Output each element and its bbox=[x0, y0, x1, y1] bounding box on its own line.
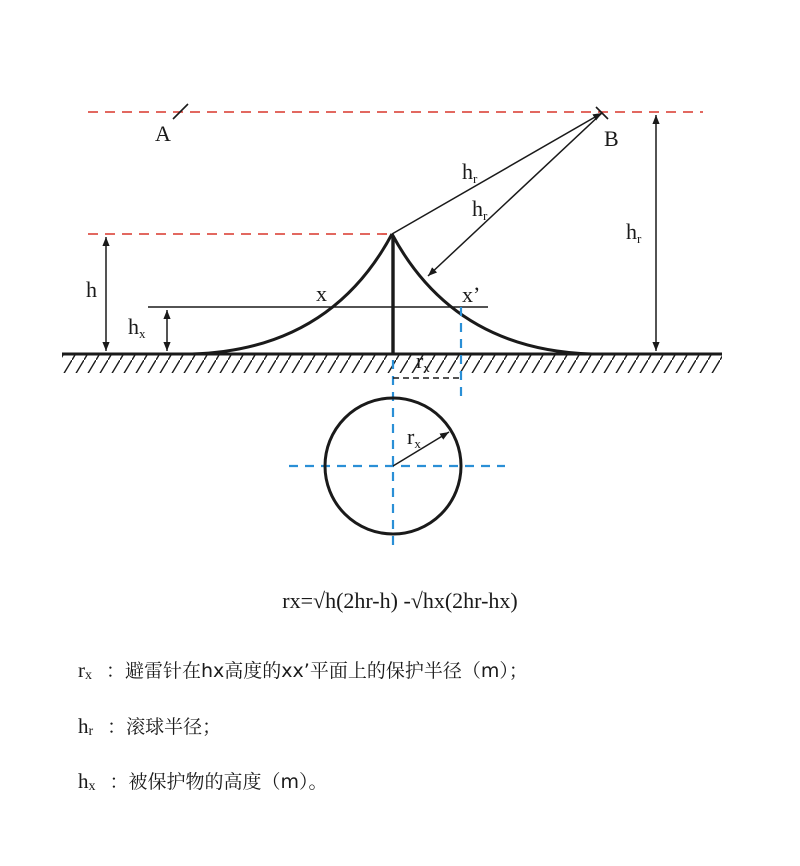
label-hr-diagonal-2: $h_r$ bbox=[472, 196, 488, 223]
legend-item-hx bbox=[78, 767, 328, 795]
right-protection-curve bbox=[392, 234, 592, 354]
hr-line-b-to-curve bbox=[428, 113, 602, 276]
label-hr-diagonal-1: $h_r$ bbox=[462, 159, 478, 186]
legend-text: ：被保护物的高度（m）。 bbox=[109, 771, 328, 793]
legend-symbol: $r_x$ bbox=[78, 658, 92, 683]
legend-text: ：滚球半径； bbox=[107, 716, 222, 738]
formula-text: rx=√h(2hr-h) -√hx(2hr-hx) bbox=[282, 588, 518, 613]
left-protection-curve bbox=[192, 234, 392, 354]
protection-radius-formula bbox=[0, 588, 800, 614]
label-rx-circle: $r_x$ bbox=[407, 424, 421, 451]
legend-symbol: $h_x$ bbox=[78, 769, 96, 794]
label-rx-ground: $r_x$ bbox=[416, 348, 430, 375]
legend-symbol: $h_r$ bbox=[78, 714, 94, 739]
label-x: x bbox=[316, 281, 327, 306]
legend-text: ：避雷针在hx高度的xx’平面上的保护半径（m）； bbox=[106, 660, 528, 682]
legend-item-hr bbox=[78, 712, 221, 740]
label-x-prime: x’ bbox=[462, 282, 481, 307]
rx-radius-arrow bbox=[393, 432, 449, 466]
label-a: A bbox=[155, 121, 171, 146]
hr-line-apex-to-b bbox=[392, 113, 602, 234]
label-b: B bbox=[604, 126, 619, 151]
legend-item-rx bbox=[78, 656, 528, 684]
label-h: h bbox=[86, 277, 97, 302]
label-hr-right: $h_r$ bbox=[626, 219, 642, 246]
label-hx: $h_x$ bbox=[128, 314, 146, 341]
